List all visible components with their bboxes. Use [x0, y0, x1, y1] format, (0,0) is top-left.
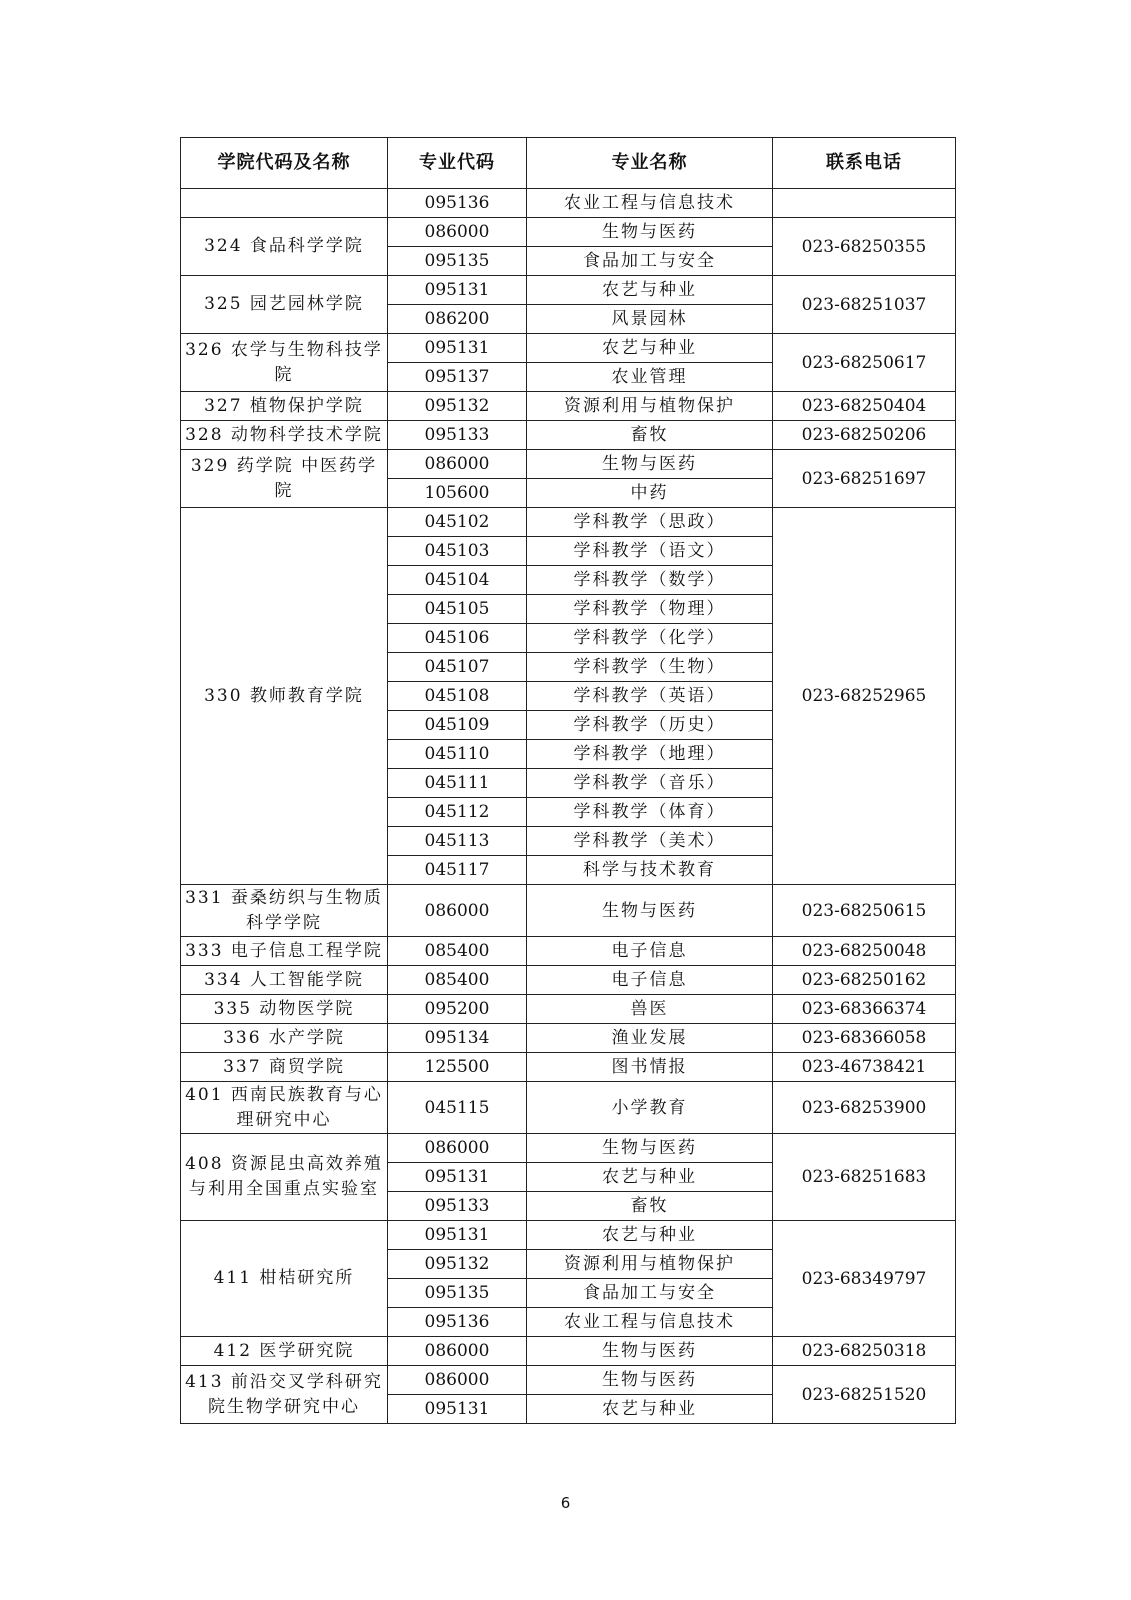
major-code-cell: 045113	[388, 827, 527, 856]
phone-cell: 023-68250162	[773, 966, 956, 995]
phone-cell: 023-68250048	[773, 937, 956, 966]
page-number: 6	[560, 1494, 571, 1512]
table-row	[181, 995, 956, 1024]
table-row	[181, 1134, 956, 1163]
major-name-cell: 农业工程与信息技术	[527, 189, 773, 218]
major-code-cell: 125500	[388, 1053, 527, 1082]
phone-cell: 023-68366374	[773, 995, 956, 1024]
table-row	[181, 1024, 956, 1053]
major-code-cell: 095131	[388, 1221, 527, 1250]
table-row	[181, 392, 956, 421]
phone-cell: 023-68251037	[773, 276, 956, 334]
major-code-cell: 086000	[388, 1134, 527, 1163]
phone-cell: 023-46738421	[773, 1053, 956, 1082]
major-name-cell: 学科教学（思政）	[527, 508, 773, 537]
major-name-cell: 图书情报	[527, 1053, 773, 1082]
major-code-cell: 095132	[388, 1250, 527, 1279]
major-code-cell: 086000	[388, 885, 527, 937]
major-code-cell: 095137	[388, 363, 527, 392]
header-major-code: 专业代码	[388, 138, 527, 189]
major-name-cell: 资源利用与植物保护	[527, 392, 773, 421]
table-row	[181, 218, 956, 247]
major-code-cell: 095131	[388, 1395, 527, 1424]
major-code-cell: 095200	[388, 995, 527, 1024]
major-code-cell: 086000	[388, 1366, 527, 1395]
college-cell: 328 动物科学技术学院	[181, 421, 388, 450]
major-name-cell: 食品加工与安全	[527, 1279, 773, 1308]
major-name-cell: 生物与医药	[527, 450, 773, 479]
college-cell: 333 电子信息工程学院	[181, 937, 388, 966]
major-name-cell: 畜牧	[527, 1192, 773, 1221]
major-code-cell: 095136	[388, 1308, 527, 1337]
major-code-cell: 095131	[388, 276, 527, 305]
phone-cell: 023-68250318	[773, 1337, 956, 1366]
major-name-cell: 生物与医药	[527, 885, 773, 937]
major-name-cell: 学科教学（语文）	[527, 537, 773, 566]
major-code-cell: 085400	[388, 966, 527, 995]
phone-cell: 023-68252965	[773, 508, 956, 885]
major-code-cell: 045111	[388, 769, 527, 798]
table-body	[181, 189, 956, 1424]
major-name-cell: 食品加工与安全	[527, 247, 773, 276]
major-code-cell: 095135	[388, 247, 527, 276]
phone-cell: 023-68250615	[773, 885, 956, 937]
major-name-cell: 学科教学（化学）	[527, 624, 773, 653]
major-code-cell: 045105	[388, 595, 527, 624]
major-code-cell: 095134	[388, 1024, 527, 1053]
major-code-cell: 086000	[388, 450, 527, 479]
major-code-cell: 095133	[388, 421, 527, 450]
phone-cell: 023-68250355	[773, 218, 956, 276]
major-code-cell: 095132	[388, 392, 527, 421]
major-name-cell: 科学与技术教育	[527, 856, 773, 885]
major-code-cell: 045117	[388, 856, 527, 885]
table-row	[181, 1053, 956, 1082]
college-cell: 327 植物保护学院	[181, 392, 388, 421]
major-name-cell: 农业管理	[527, 363, 773, 392]
major-name-cell: 学科教学（数学）	[527, 566, 773, 595]
table-row	[181, 885, 956, 937]
college-cell: 408 资源昆虫高效养殖与利用全国重点实验室	[181, 1134, 388, 1221]
major-name-cell: 电子信息	[527, 937, 773, 966]
table-row	[181, 1082, 956, 1134]
phone-cell: 023-68253900	[773, 1082, 956, 1134]
college-cell: 331 蚕桑纺织与生物质科学学院	[181, 885, 388, 937]
college-cell: 401 西南民族教育与心理研究中心	[181, 1082, 388, 1134]
major-name-cell: 生物与医药	[527, 1366, 773, 1395]
major-name-cell: 学科教学（英语）	[527, 682, 773, 711]
major-name-cell: 学科教学（体育）	[527, 798, 773, 827]
table-row	[181, 1366, 956, 1395]
header-college: 学院代码及名称	[181, 138, 388, 189]
major-name-cell: 学科教学（物理）	[527, 595, 773, 624]
table-row	[181, 189, 956, 218]
major-name-cell: 农业工程与信息技术	[527, 1308, 773, 1337]
phone-cell: 023-68251697	[773, 450, 956, 508]
college-cell: 330 教师教育学院	[181, 508, 388, 885]
major-name-cell: 生物与医药	[527, 1134, 773, 1163]
phone-cell: 023-68251683	[773, 1134, 956, 1221]
major-name-cell: 生物与医药	[527, 218, 773, 247]
major-code-cell: 095135	[388, 1279, 527, 1308]
table-row	[181, 937, 956, 966]
major-name-cell: 学科教学（地理）	[527, 740, 773, 769]
table-row	[181, 276, 956, 305]
college-cell: 412 医学研究院	[181, 1337, 388, 1366]
major-code-cell: 045104	[388, 566, 527, 595]
table-row	[181, 966, 956, 995]
college-cell: 326 农学与生物科技学院	[181, 334, 388, 392]
college-cell: 411 柑桔研究所	[181, 1221, 388, 1337]
major-name-cell: 学科教学（美术）	[527, 827, 773, 856]
major-code-cell: 095133	[388, 1192, 527, 1221]
header-phone: 联系电话	[773, 138, 956, 189]
major-name-cell: 风景园林	[527, 305, 773, 334]
major-name-cell: 兽医	[527, 995, 773, 1024]
major-name-cell: 生物与医药	[527, 1337, 773, 1366]
phone-cell	[773, 189, 956, 218]
table-row	[181, 1221, 956, 1250]
major-name-cell: 农艺与种业	[527, 1221, 773, 1250]
table-row	[181, 421, 956, 450]
major-name-cell: 中药	[527, 479, 773, 508]
major-code-cell: 086000	[388, 218, 527, 247]
major-name-cell: 资源利用与植物保护	[527, 1250, 773, 1279]
major-name-cell: 农艺与种业	[527, 276, 773, 305]
college-cell	[181, 189, 388, 218]
major-name-cell: 农艺与种业	[527, 1163, 773, 1192]
college-cell: 413 前沿交叉学科研究院生物学研究中心	[181, 1366, 388, 1424]
major-name-cell: 学科教学（生物）	[527, 653, 773, 682]
major-name-cell: 学科教学（历史）	[527, 711, 773, 740]
major-code-cell: 045103	[388, 537, 527, 566]
college-cell: 329 药学院 中医药学院	[181, 450, 388, 508]
major-code-cell: 095136	[388, 189, 527, 218]
major-code-cell: 045108	[388, 682, 527, 711]
major-code-cell: 045112	[388, 798, 527, 827]
major-code-cell: 085400	[388, 937, 527, 966]
major-code-cell: 045107	[388, 653, 527, 682]
college-cell: 337 商贸学院	[181, 1053, 388, 1082]
major-name-cell: 农艺与种业	[527, 334, 773, 363]
major-name-cell: 学科教学（音乐）	[527, 769, 773, 798]
major-code-cell: 045115	[388, 1082, 527, 1134]
major-code-cell: 095131	[388, 1163, 527, 1192]
phone-cell: 023-68366058	[773, 1024, 956, 1053]
table-row	[181, 508, 956, 537]
table-row	[181, 334, 956, 363]
college-cell: 334 人工智能学院	[181, 966, 388, 995]
table-row	[181, 1337, 956, 1366]
major-name-cell: 渔业发展	[527, 1024, 773, 1053]
phone-cell: 023-68251520	[773, 1366, 956, 1424]
major-code-cell: 086200	[388, 305, 527, 334]
table-header-row	[181, 138, 956, 189]
college-cell: 336 水产学院	[181, 1024, 388, 1053]
phone-cell: 023-68250617	[773, 334, 956, 392]
phone-cell: 023-68250206	[773, 421, 956, 450]
phone-cell: 023-68349797	[773, 1221, 956, 1337]
major-name-cell: 电子信息	[527, 966, 773, 995]
table-row	[181, 450, 956, 479]
phone-cell: 023-68250404	[773, 392, 956, 421]
major-name-cell: 小学教育	[527, 1082, 773, 1134]
major-code-cell: 045109	[388, 711, 527, 740]
major-code-cell: 105600	[388, 479, 527, 508]
college-cell: 325 园艺园林学院	[181, 276, 388, 334]
major-code-cell: 045110	[388, 740, 527, 769]
major-code-cell: 045106	[388, 624, 527, 653]
major-code-cell: 045102	[388, 508, 527, 537]
college-cell: 324 食品科学学院	[181, 218, 388, 276]
majors-table	[180, 137, 956, 1424]
college-cell: 335 动物医学院	[181, 995, 388, 1024]
major-code-cell: 086000	[388, 1337, 527, 1366]
header-major-name: 专业名称	[527, 138, 773, 189]
major-name-cell: 农艺与种业	[527, 1395, 773, 1424]
major-name-cell: 畜牧	[527, 421, 773, 450]
major-code-cell: 095131	[388, 334, 527, 363]
